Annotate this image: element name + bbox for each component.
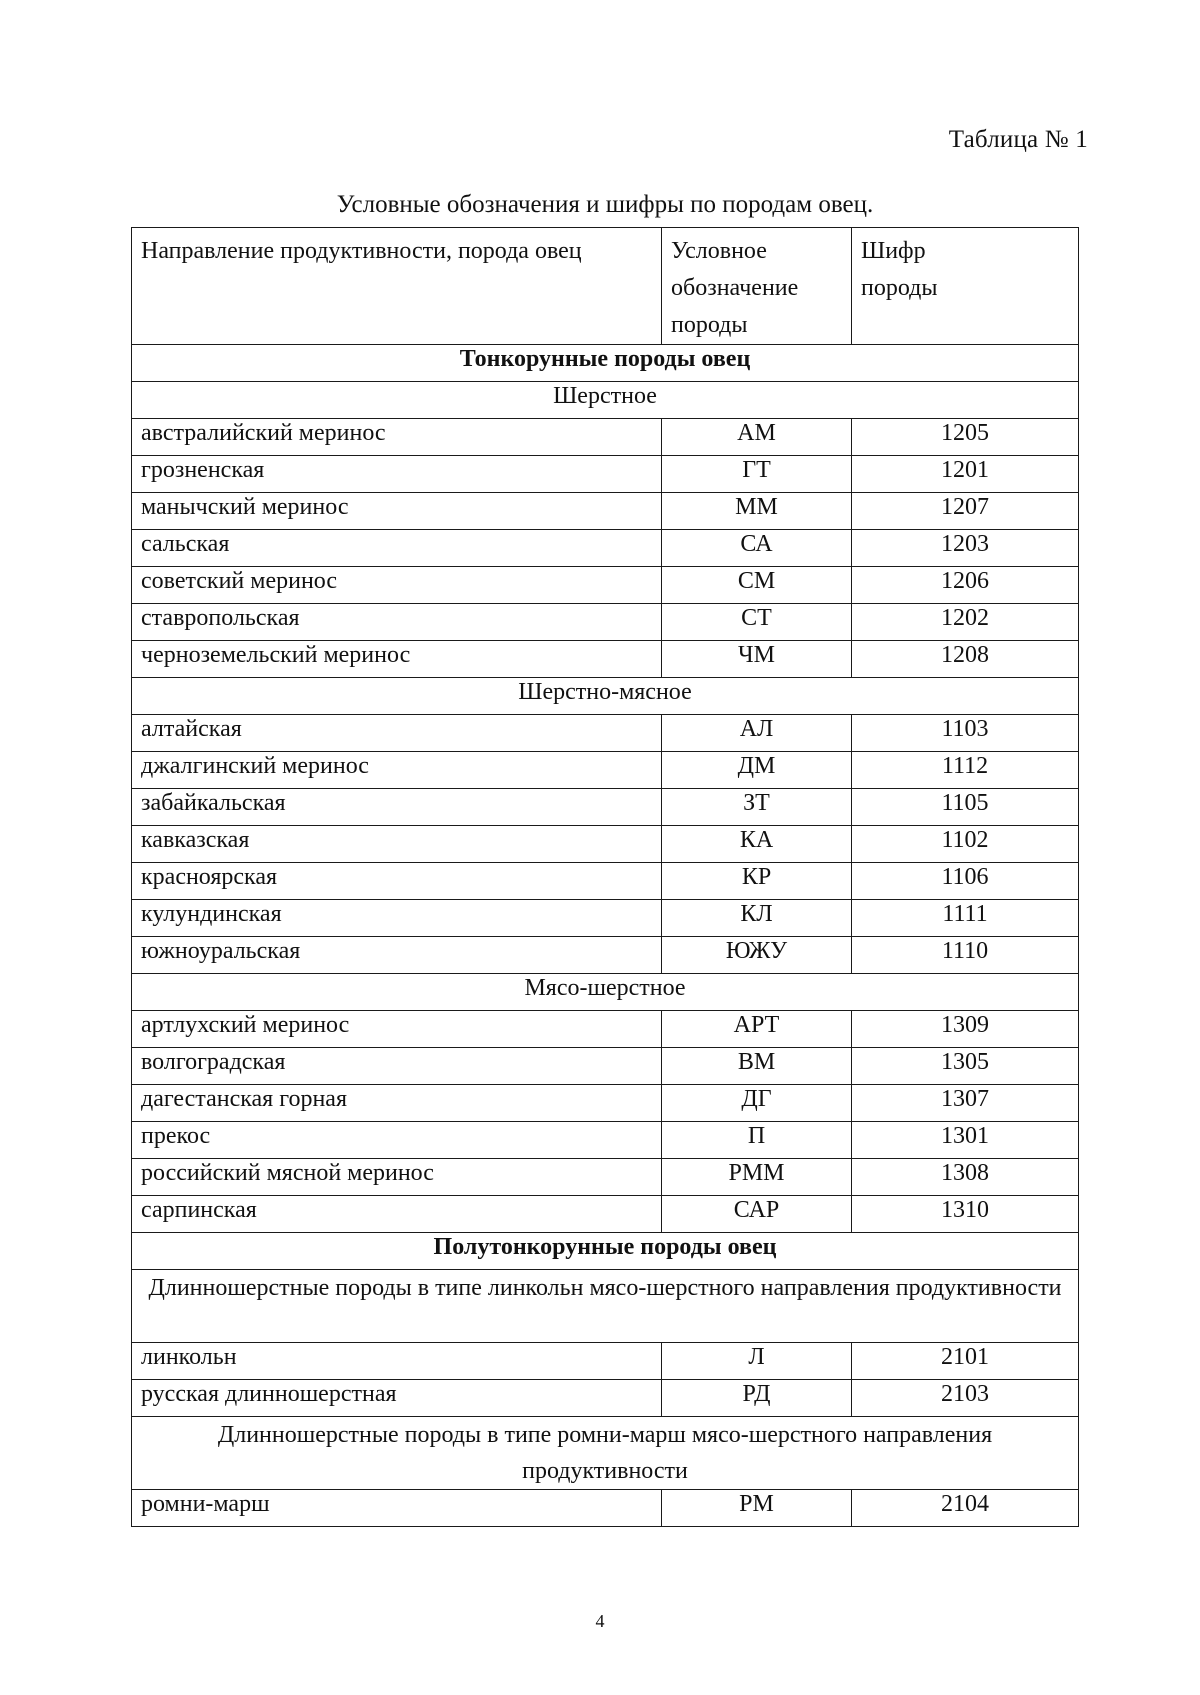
breed-designation: РД — [662, 1380, 852, 1417]
breed-designation: СМ — [662, 567, 852, 604]
table-row — [132, 789, 1079, 826]
breed-name: грозненская — [132, 456, 662, 493]
breed-name: джалгинский меринос — [132, 752, 662, 789]
breed-designation: ВМ — [662, 1048, 852, 1085]
breed-cipher: 1103 — [852, 715, 1079, 752]
group-row — [132, 974, 1079, 1011]
breed-cipher: 1201 — [852, 456, 1079, 493]
table-row — [132, 1122, 1079, 1159]
header-designation-line: породы — [671, 312, 748, 338]
header-designation — [662, 228, 852, 345]
breed-name: дагестанская горная — [132, 1085, 662, 1122]
breed-designation: Л — [662, 1343, 852, 1380]
breed-designation: ЮЖУ — [662, 937, 852, 974]
breed-name: русская длинношерстная — [132, 1380, 662, 1417]
group-title: Мясо-шерстное — [132, 974, 1079, 1011]
table-row — [132, 530, 1079, 567]
breed-cipher: 2104 — [852, 1490, 1079, 1527]
breed-name: кавказская — [132, 826, 662, 863]
section-title: Тонкорунные породы овец — [132, 345, 1079, 382]
breed-cipher: 2101 — [852, 1343, 1079, 1380]
breed-designation: ГТ — [662, 456, 852, 493]
breed-name: артлухский меринос — [132, 1011, 662, 1048]
breed-designation: КР — [662, 863, 852, 900]
breed-cipher: 1305 — [852, 1048, 1079, 1085]
table-row — [132, 1085, 1079, 1122]
breed-name: российский мясной меринос — [132, 1159, 662, 1196]
breed-cipher: 1111 — [852, 900, 1079, 937]
table-row — [132, 641, 1079, 678]
table-caption: Условные обозначения и шифры по породам овец. — [336, 191, 874, 218]
group-title: Шерстно-мясное — [132, 678, 1079, 715]
breed-designation: РМ — [662, 1490, 852, 1527]
table-row — [132, 567, 1079, 604]
table-row — [132, 419, 1079, 456]
header-breed: Направление продуктивности, порода овец — [132, 228, 662, 345]
breed-designation: СА — [662, 530, 852, 567]
table-header-row — [132, 228, 1079, 345]
page-number: 4 — [595, 1611, 605, 1631]
breed-cipher: 1202 — [852, 604, 1079, 641]
breed-designation: ДМ — [662, 752, 852, 789]
table-row — [132, 604, 1079, 641]
breed-cipher: 1310 — [852, 1196, 1079, 1233]
breed-cipher: 1208 — [852, 641, 1079, 678]
table-row — [132, 1490, 1079, 1527]
header-cipher-line: Шифр — [861, 238, 926, 264]
table-row — [132, 1196, 1079, 1233]
breed-designation: АЛ — [662, 715, 852, 752]
group-row — [132, 382, 1079, 419]
breed-name: ставропольская — [132, 604, 662, 641]
header-designation-line: Условное — [671, 238, 767, 264]
breed-designation: АМ — [662, 419, 852, 456]
breed-cipher: 1105 — [852, 789, 1079, 826]
table-row — [132, 1011, 1079, 1048]
breed-name: кулундинская — [132, 900, 662, 937]
breed-designation: АРТ — [662, 1011, 852, 1048]
breed-designation: П — [662, 1122, 852, 1159]
table-row — [132, 900, 1079, 937]
breed-cipher: 1301 — [852, 1122, 1079, 1159]
table-body — [132, 228, 1079, 1527]
breed-designation: ЗТ — [662, 789, 852, 826]
section-title: Полутонкорунные породы овец — [132, 1233, 1079, 1270]
table-row — [132, 826, 1079, 863]
breed-cipher: 1106 — [852, 863, 1079, 900]
table-row — [132, 456, 1079, 493]
table-row — [132, 1380, 1079, 1417]
breed-name: австралийский меринос — [132, 419, 662, 456]
breed-cipher: 1205 — [852, 419, 1079, 456]
breed-name: южноуральская — [132, 937, 662, 974]
table-row — [132, 1343, 1079, 1380]
group-title: Шерстное — [132, 382, 1079, 419]
breed-name: прекос — [132, 1122, 662, 1159]
table-row — [132, 863, 1079, 900]
table-row — [132, 1048, 1079, 1085]
breed-name: линкольн — [132, 1343, 662, 1380]
breed-name: алтайская — [132, 715, 662, 752]
section-row — [132, 1233, 1079, 1270]
breed-designation: САР — [662, 1196, 852, 1233]
breed-cipher: 1102 — [852, 826, 1079, 863]
breed-name: сарпинская — [132, 1196, 662, 1233]
breed-name: советский меринос — [132, 567, 662, 604]
breed-name: красноярская — [132, 863, 662, 900]
breed-name: забайкальская — [132, 789, 662, 826]
table-row — [132, 493, 1079, 530]
breed-cipher: 1308 — [852, 1159, 1079, 1196]
table-row — [132, 1159, 1079, 1196]
breed-cipher: 1110 — [852, 937, 1079, 974]
breed-name: сальская — [132, 530, 662, 567]
breed-designation: ЧМ — [662, 641, 852, 678]
table-label: Таблица № 1 — [948, 126, 1088, 153]
header-cipher-line: породы — [861, 275, 938, 301]
breed-name: манычский меринос — [132, 493, 662, 530]
table-row — [132, 937, 1079, 974]
breed-cipher: 1207 — [852, 493, 1079, 530]
breed-cipher: 1309 — [852, 1011, 1079, 1048]
group-row — [132, 678, 1079, 715]
breed-codes-table — [131, 227, 1079, 1527]
breed-designation: ДГ — [662, 1085, 852, 1122]
breed-designation: ММ — [662, 493, 852, 530]
breed-cipher: 1206 — [852, 567, 1079, 604]
breed-designation: КА — [662, 826, 852, 863]
breed-cipher: 1203 — [852, 530, 1079, 567]
group-title: Длинношерстные породы в типе линкольн мясо-шерстного направления продуктивности — [132, 1270, 1079, 1343]
table-row — [132, 715, 1079, 752]
breed-name: волгоградская — [132, 1048, 662, 1085]
breed-name: черноземельский меринос — [132, 641, 662, 678]
table-row — [132, 752, 1079, 789]
header-designation-line: обозначение — [671, 275, 799, 301]
header-cipher — [852, 228, 1079, 345]
breed-cipher: 2103 — [852, 1380, 1079, 1417]
breed-designation: СТ — [662, 604, 852, 641]
breed-name: ромни-марш — [132, 1490, 662, 1527]
breed-cipher: 1307 — [852, 1085, 1079, 1122]
breed-cipher: 1112 — [852, 752, 1079, 789]
section-row — [132, 345, 1079, 382]
breed-designation: РММ — [662, 1159, 852, 1196]
breed-designation: КЛ — [662, 900, 852, 937]
group-row — [132, 1417, 1079, 1490]
group-title: Длинношерстные породы в типе ромни-марш мясо-шерстного направления продуктивности — [132, 1417, 1079, 1490]
group-row — [132, 1270, 1079, 1343]
